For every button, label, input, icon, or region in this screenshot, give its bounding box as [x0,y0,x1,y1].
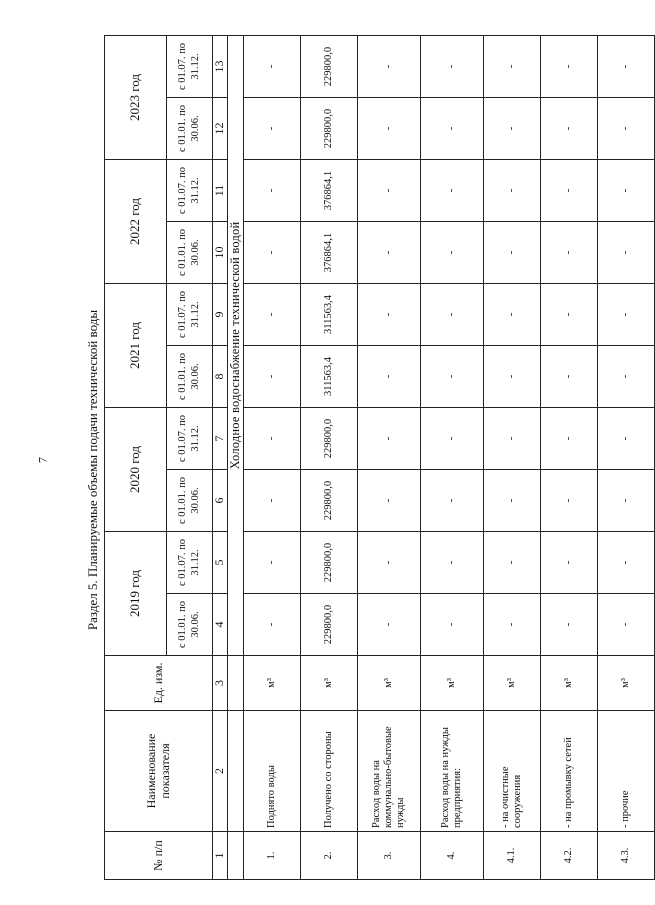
row-value: - [597,346,654,408]
table-body [227,36,654,880]
row-value: - [243,222,300,284]
row-indicator-name: - на очистные сооружения [483,711,540,832]
row-value: - [357,98,420,160]
table-row [597,36,654,880]
header-year-2023: 2023 год [105,36,167,160]
row-value: - [540,408,597,470]
section-row [227,36,243,880]
row-value: - [243,284,300,346]
row-value: - [540,284,597,346]
row-value: - [483,36,540,98]
row-unit: м³ [597,656,654,711]
row-value: - [357,284,420,346]
row-value: - [597,470,654,532]
row-value: - [357,36,420,98]
header-unit: Ед. изм. [105,656,213,711]
row-value: - [357,346,420,408]
header-row-years [105,36,167,880]
row-number: 3. [357,832,420,880]
row-value: - [420,408,483,470]
row-unit: м³ [357,656,420,711]
column-number: 12 [213,98,228,160]
column-number-row [213,36,228,880]
column-number: 11 [213,160,228,222]
row-value: - [483,408,540,470]
row-value: - [243,160,300,222]
row-number: 4. [420,832,483,880]
column-number: 8 [213,346,228,408]
row-value: - [420,160,483,222]
header-year-2021: 2021 год [105,284,167,408]
header-period-2019-h2: с 01.07. по 31.12. [167,532,213,594]
column-number: 5 [213,532,228,594]
row-value: - [483,594,540,656]
header-period-2021-h1: с 01.01. по 30.06. [167,346,213,408]
row-value: - [420,532,483,594]
row-value: 311563,4 [300,346,357,408]
row-number: 1. [243,832,300,880]
row-value: - [483,532,540,594]
table-container [104,36,631,880]
row-value: - [420,346,483,408]
row-value: - [420,594,483,656]
row-unit: м³ [420,656,483,711]
row-number: 4.1. [483,832,540,880]
row-value: - [357,408,420,470]
column-number: 4 [213,594,228,656]
row-value: - [540,98,597,160]
row-value: - [483,346,540,408]
table-row [300,36,357,880]
row-value: - [243,36,300,98]
row-value: - [597,98,654,160]
row-value: - [540,346,597,408]
section-title: Раздел 5. Планируемые объемы подачи технической воды [85,309,100,631]
column-number: 1 [213,832,228,880]
row-value: - [483,98,540,160]
row-indicator-name: - на промывку сетей [540,711,597,832]
header-period-2021-h2: с 01.07. по 31.12. [167,284,213,346]
row-value: 229800,0 [300,532,357,594]
row-value: - [597,160,654,222]
row-value: - [483,284,540,346]
row-value: - [597,284,654,346]
header-period-2020-h1: с 01.01. по 30.06. [167,470,213,532]
header-period-2020-h2: с 01.07. по 31.12. [167,408,213,470]
row-value: - [597,408,654,470]
header-year-2019: 2019 год [105,532,167,656]
row-value: - [243,408,300,470]
table-row [540,36,597,880]
section-heading: Холодное водоснабжение технической водой [227,36,243,656]
row-indicator-name: Расход воды на нужды предприятия: [420,711,483,832]
row-value: - [540,470,597,532]
row-value: 229800,0 [300,470,357,532]
row-value: - [597,222,654,284]
row-indicator-name: Расход воды на коммунально-бытовые нужды [357,711,420,832]
row-unit: м³ [300,656,357,711]
header-period-2019-h1: с 01.01. по 30.06. [167,594,213,656]
row-value: - [357,594,420,656]
row-value: - [420,470,483,532]
row-value: 376864,1 [300,160,357,222]
header-number: № п/п [105,832,213,880]
header-period-2023-h1: с 01.01. по 30.06. [167,98,213,160]
table-row [357,36,420,880]
row-value: - [420,36,483,98]
row-indicator-name: Получено со стороны [300,711,357,832]
row-value: 311563,4 [300,284,357,346]
row-value: 229800,0 [300,594,357,656]
row-value: - [243,594,300,656]
row-value: - [597,36,654,98]
row-unit: м³ [540,656,597,711]
row-indicator-name: Поднято воды [243,711,300,832]
row-value: - [483,222,540,284]
row-value: - [243,98,300,160]
column-number: 9 [213,284,228,346]
row-value: - [540,160,597,222]
column-number: 13 [213,36,228,98]
row-number: 4.2. [540,832,597,880]
row-value: 229800,0 [300,408,357,470]
column-number: 7 [213,408,228,470]
row-value: - [357,470,420,532]
column-number: 10 [213,222,228,284]
column-number: 6 [213,470,228,532]
column-number: 3 [213,656,228,711]
row-value: - [420,284,483,346]
header-year-2022: 2022 год [105,160,167,284]
row-value: - [483,160,540,222]
rotated-table-frame [104,36,631,880]
row-number: 4.3. [597,832,654,880]
header-period-2023-h2: с 01.07. по 31.12. [167,36,213,98]
table-row [420,36,483,880]
row-value: - [420,98,483,160]
row-unit: м³ [483,656,540,711]
planned-volumes-table [104,35,655,880]
row-value: 376864,1 [300,222,357,284]
row-value: 229800,0 [300,36,357,98]
row-value: - [540,594,597,656]
header-period-2022-h2: с 01.07. по 31.12. [167,160,213,222]
row-value: - [357,222,420,284]
column-number: 2 [213,711,228,832]
row-value: - [357,160,420,222]
header-period-2022-h1: с 01.01. по 30.06. [167,222,213,284]
header-indicator-name: Наименование показателя [105,711,213,832]
row-value: - [243,346,300,408]
row-value: - [357,532,420,594]
page-number: 7 [35,457,50,463]
row-value: - [597,532,654,594]
table-row [483,36,540,880]
row-number: 2. [300,832,357,880]
row-value: - [540,532,597,594]
row-value: - [483,470,540,532]
row-value: - [243,532,300,594]
row-value: - [540,222,597,284]
table-row [243,36,300,880]
row-value: - [597,594,654,656]
row-value: - [420,222,483,284]
header-year-2020: 2020 год [105,408,167,532]
row-indicator-name: - прочие [597,711,654,832]
row-value: 229800,0 [300,98,357,160]
row-unit: м³ [243,656,300,711]
row-value: - [540,36,597,98]
row-value: - [243,470,300,532]
